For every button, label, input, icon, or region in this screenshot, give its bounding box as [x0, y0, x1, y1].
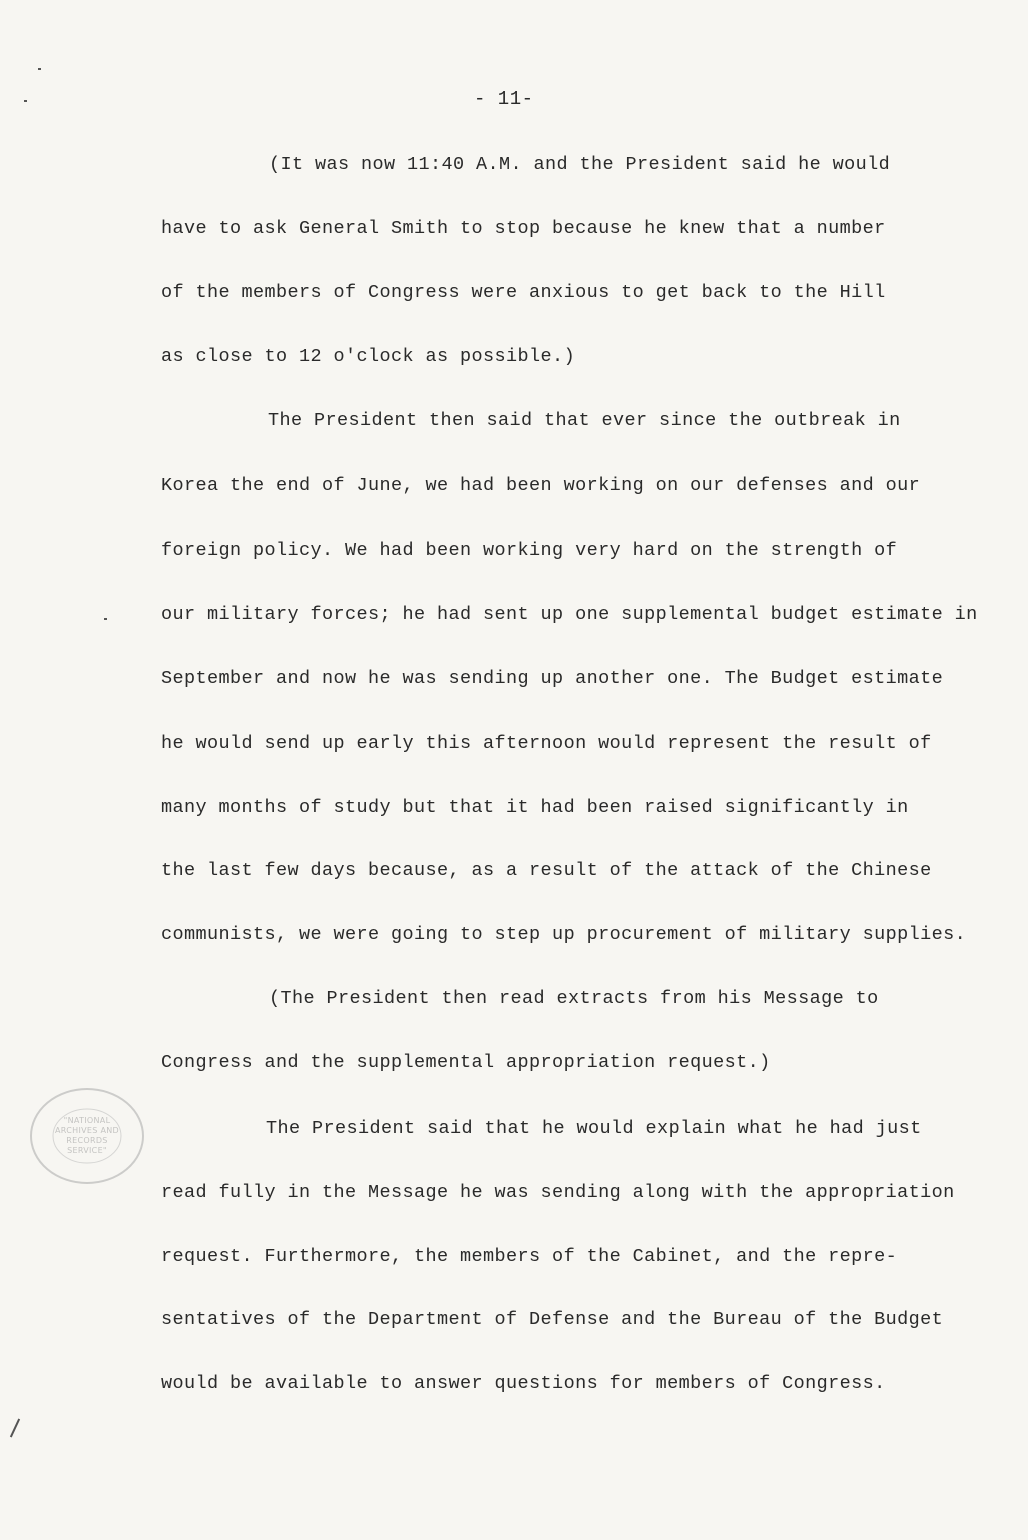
stamp-text: "NATIONAL ARCHIVES AND RECORDS SERVICE" — [55, 1116, 119, 1155]
text-line: September and now he was sending up another one. The Budget estimate — [161, 668, 944, 689]
text-line: our military forces; he had sent up one supplemental budget estimate in — [161, 604, 978, 625]
text-line: the last few days because, as a result of the attack of the Chinese — [161, 860, 932, 881]
text-line: communists, we were going to step up procurement of military supplies. — [161, 924, 967, 945]
text-line: Congress and the supplemental appropriation request.) — [161, 1052, 771, 1073]
text-line: many months of study but that it had been raised significantly in — [161, 797, 909, 818]
text-line: Korea the end of June, we had been working on our defenses and our — [161, 475, 921, 496]
text-line: foreign policy. We had been working very hard on the strength of — [161, 540, 898, 561]
text-line: (It was now 11:40 A.M. and the President said he would — [269, 154, 891, 175]
stray-mark — [24, 100, 27, 102]
text-line: would be available to answer questions for members of Congress. — [161, 1373, 886, 1394]
text-line: have to ask General Smith to stop because he knew that a number — [161, 218, 886, 239]
text-line: The President then said that ever since the outbreak in — [268, 410, 901, 431]
stray-mark — [104, 618, 107, 620]
text-line: read fully in the Message he was sending along with the appropriation — [161, 1182, 955, 1203]
text-line: (The President then read extracts from his Message to — [269, 988, 879, 1009]
text-line: The President said that he would explain what he had just — [266, 1118, 922, 1139]
page-number: - 11- — [474, 88, 534, 110]
text-line: request. Furthermore, the members of the Cabinet, and the repre- — [161, 1246, 898, 1267]
text-line: of the members of Congress were anxious to get back to the Hill — [161, 282, 886, 303]
library-stamp — [28, 1086, 146, 1186]
text-line: he would send up early this afternoon would represent the result of — [161, 733, 932, 754]
stray-mark — [38, 68, 41, 70]
text-line: as close to 12 o'clock as possible.) — [161, 346, 576, 367]
stray-mark — [10, 1419, 20, 1438]
text-line: sentatives of the Department of Defense and the Bureau of the Budget — [161, 1309, 944, 1330]
